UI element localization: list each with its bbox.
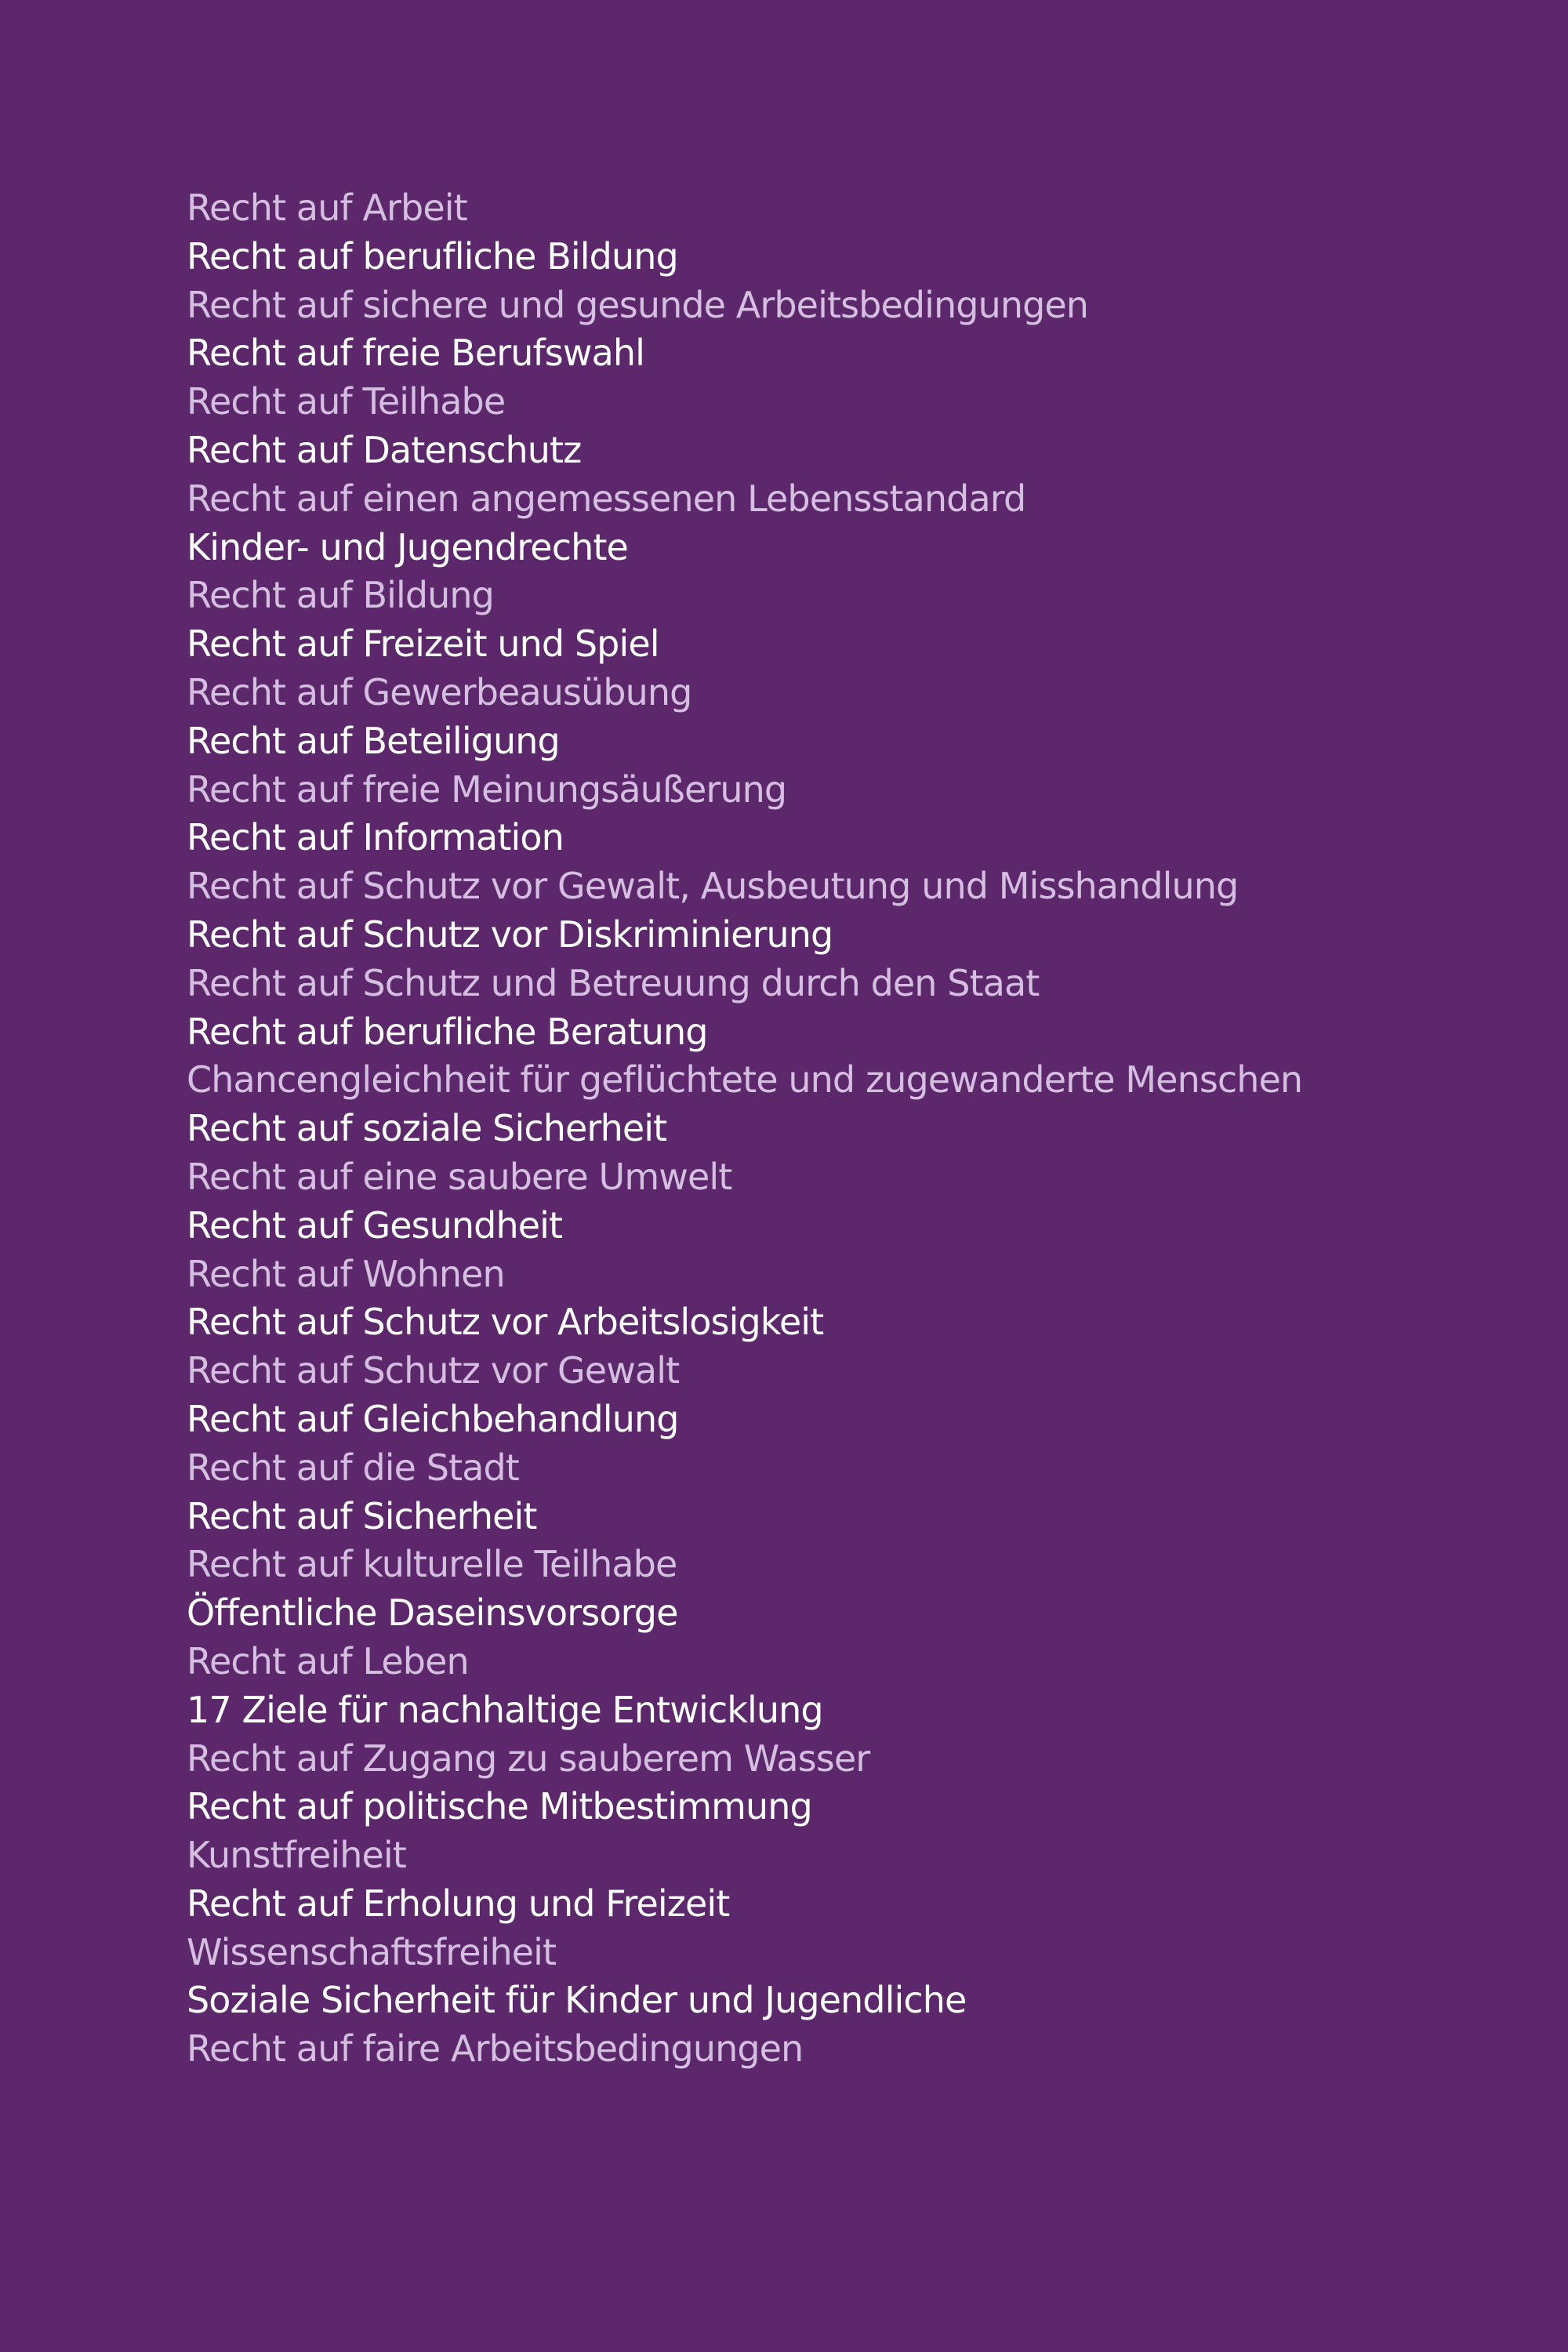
- rights-item: Recht auf Freizeit und Spiel: [187, 622, 659, 666]
- rights-item: Recht auf berufliche Beratung: [187, 1010, 708, 1053]
- rights-item: Recht auf berufliche Bildung: [187, 234, 678, 278]
- rights-item: Recht auf eine saubere Umwelt: [187, 1155, 732, 1198]
- rights-item: Recht auf Schutz vor Diskriminierung: [187, 913, 833, 956]
- rights-item: Recht auf Arbeit: [187, 187, 467, 229]
- rights-item: Recht auf Zugang zu sauberem Wasser: [187, 1737, 870, 1780]
- rights-item: Recht auf Bildung: [187, 574, 494, 617]
- rights-item: Recht auf Wohnen: [187, 1252, 505, 1295]
- rights-item: Kinder- und Jugendrechte: [187, 525, 628, 568]
- rights-item: Recht auf Gleichbehandlung: [187, 1397, 679, 1440]
- rights-list: [187, 184, 1302, 2074]
- rights-item: Recht auf Schutz vor Gewalt, Ausbeutung und Misshandlung: [187, 865, 1239, 908]
- rights-item: Recht auf kulturelle Teilhabe: [187, 1543, 677, 1586]
- rights-item: Chancengleichheit für geflüchtete und zugewanderte Menschen: [187, 1058, 1303, 1102]
- rights-item: Recht auf Sicherheit: [187, 1494, 537, 1537]
- rights-item: 17 Ziele für nachhaltige Entwicklung: [187, 1688, 823, 1731]
- rights-item: Recht auf Gesundheit: [187, 1203, 563, 1247]
- rights-item: Recht auf freie Meinungsäußerung: [187, 768, 787, 811]
- rights-item: Recht auf einen angemessenen Lebensstandard: [187, 477, 1026, 520]
- rights-item: Recht auf Erholung und Freizeit: [187, 1882, 730, 1925]
- rights-item: Recht auf Leben: [187, 1639, 469, 1682]
- rights-item: Recht auf Schutz vor Arbeitslosigkeit: [187, 1301, 824, 1344]
- rights-item: Kunstfreiheit: [187, 1834, 406, 1877]
- rights-item: Wissenschaftsfreiheit: [187, 1930, 557, 1973]
- rights-item: Recht auf Teilhabe: [187, 380, 506, 423]
- rights-item: Öffentliche Daseinsvorsorge: [187, 1592, 678, 1635]
- rights-item: Recht auf Information: [187, 816, 564, 859]
- rights-item: Recht auf Beteiligung: [187, 719, 560, 762]
- rights-item: Recht auf Gewerbeausübung: [187, 670, 692, 713]
- rights-item: Recht auf die Stadt: [187, 1446, 519, 1489]
- rights-item: Recht auf freie Berufswahl: [187, 332, 644, 375]
- rights-item: Recht auf Schutz vor Gewalt: [187, 1349, 680, 1392]
- rights-item: Recht auf politische Mitbestimmung: [187, 1785, 812, 1828]
- rights-item: Soziale Sicherheit für Kinder und Jugendliche: [187, 1979, 967, 2022]
- rights-item: Recht auf faire Arbeitsbedingungen: [187, 2027, 804, 2071]
- rights-item: Recht auf Schutz und Betreuung durch den Staat: [187, 961, 1040, 1004]
- rights-item: Recht auf sichere und gesunde Arbeitsbedingungen: [187, 283, 1089, 326]
- rights-item: Recht auf Datenschutz: [187, 428, 582, 471]
- rights-item: Recht auf soziale Sicherheit: [187, 1107, 667, 1150]
